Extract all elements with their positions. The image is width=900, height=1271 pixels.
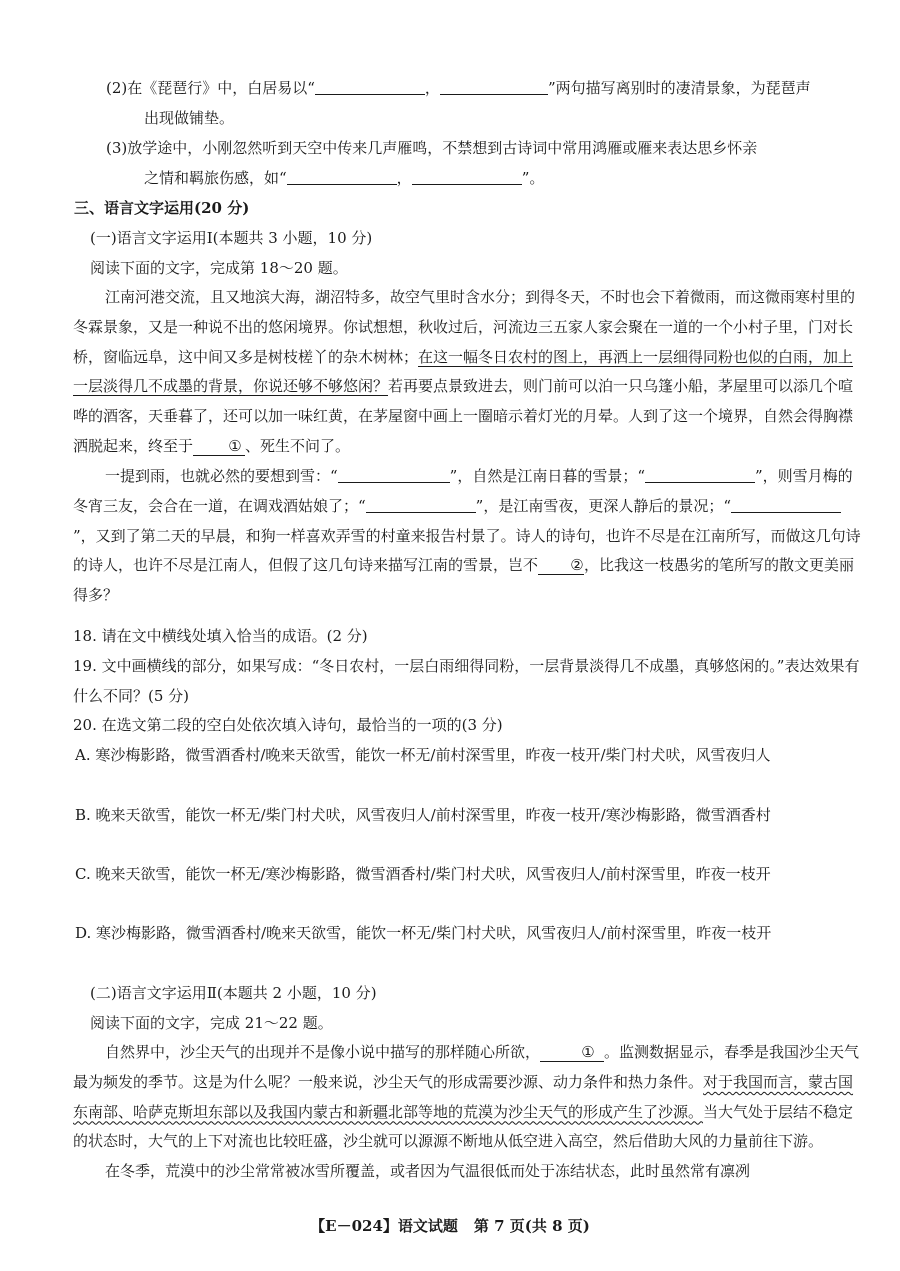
poem-blank[interactable] (731, 495, 841, 513)
section-heading: 三、语言文字运用(20 分) (74, 199, 250, 217)
q17-part2 (73, 74, 894, 134)
passage1-paragraph2: 一提到雨，也就必然的要想到雪：“ ”，自然是江南日暮的雪景；“ ”，则雪月梅的冬宵三友，会合在一道，在调戏酒姑娘了；“ ”，是江南雪夜，更深人静后的景况；“”，又到了第二天的早晨，和狗一样喜欢弄雪的村童来报告村景了。诗人的诗句，也许不尽是在江南所写，而做这几句诗的诗人，也许不尽是江南人，但假了这几句诗来描写江南的雪景，岂不 ②，比我这一枝愚劣的笔所写的散文更美丽得多？ (73, 467, 861, 605)
answer-blank[interactable] (412, 167, 522, 185)
exam-code: 【E－024】语文试题 (310, 1217, 458, 1235)
subsection-heading-1: (一)语言文字运用Ⅰ(本题共 3 小题，10 分) (90, 229, 373, 247)
blank-marker-p2-1[interactable]: ① (540, 1043, 604, 1062)
option-d[interactable]: D. 寒沙梅影路，微雪酒香村/晚来天欲雪，能饮一杯无/柴门村犬吠，风雪夜归人/前村深雪里，昨夜一枝开 (75, 924, 772, 942)
question-18: 18. 请在文中横线处填入恰当的成语。(2 分) (73, 627, 368, 645)
option-a[interactable]: A. 寒沙梅影路，微雪酒香村/晚来天欲雪，能饮一杯无/前村深雪里，昨夜一枝开/柴门村犬吠，风雪夜归人 (75, 746, 771, 764)
answer-blank[interactable] (287, 167, 397, 185)
question-20: 20. 在选文第二段的空白处依次填入诗句，最恰当的一项的(3 分) (73, 716, 503, 734)
question-19: 19. 文中画横线的部分，如果写成：“冬日农村，一层白雨细得同粉，一层背景淡得几不成墨，真够悠闲的。”表达效果有什么不同？(5 分) (73, 657, 860, 705)
blank-marker-1[interactable]: ① (193, 437, 245, 456)
q17-part3-text: (3)放学途中，小刚忽然听到天空中传来几声雁鸣，不禁想到古诗词中常用鸿雁或雁来表达思乡怀亲 之情和羁旅伤感，如“ ， ”。 (106, 139, 758, 187)
option-b[interactable]: B. 晚来天欲雪，能饮一杯无/柴门村犬吠，风雪夜归人/前村深雪里，昨夜一枝开/寒沙梅影路，微雪酒香村 (75, 806, 771, 824)
reading-instruction-2: 阅读下面的文字，完成 21～22 题。 (90, 1014, 333, 1032)
passage2-paragraph2: 在冬季，荒漠中的沙尘常常被冰雪所覆盖，或者因为气温很低而处于冻结状态，此时虽然常有凛冽 (105, 1162, 751, 1180)
passage1-paragraph1: 江南河港交流，且又地滨大海，湖沼特多，故空气里时含水分；到得冬天，不时也会下着微雨，而这微雨寒村里的冬霖景象，又是一种说不出的悠闲境界。你试想想，秋收过后，河流边三五家人家会聚在一道的一个小村子里，门对长桥，窗临远阜，这中间又多是树枝槎丫的杂木树林；在这一幅冬日农村的图上，再洒上一层细得同粉也似的白雨，加上一层淡得几不成墨的背景，你说还够不够悠闲？若再要点景致进去，则门前可以泊一只乌篷小船，茅屋里可以添几个喧哗的酒客，天垂暮了，还可以加一味红黄，在茅屋窗中画上一圈暗示着灯光的月晕。人到了这一个境界，自然会得胸襟洒脱起来，终至于 ① 、死生不问了。 (73, 288, 856, 455)
subsection-heading-2: (二)语言文字运用Ⅱ(本题共 2 小题，10 分) (90, 984, 377, 1002)
q17-part2-text: (2)在《琵琶行》中，白居易以“ ， ”两句描写离别时的凄清景象，为琵琶声 出现做铺垫。 (106, 79, 811, 127)
passage2-paragraph1: 自然界中，沙尘天气的出现并不是像小说中描写的那样随心所欲， ① 。监测数据显示，春季是我国沙尘天气最为频发的季节。这是为什么呢？一般来说，沙尘天气的形成需要沙源、动力条件和热力条件。对于我国而言，蒙古国东南部、哈萨克斯坦东部以及我国内蒙古和新疆北部等地的荒漠为沙尘天气的形成产生了沙源。当大气处于层结不稳定的状态时，大气的上下对流也比较旺盛，沙尘就可以源源不断地从低空进入高空，然后借助大风的力量前往下游。 (73, 1043, 860, 1151)
option-c[interactable]: C. 晚来天欲雪，能饮一杯无/寒沙梅影路，微雪酒香村/柴门村犬吠，风雪夜归人/前村深雪里，昨夜一枝开 (75, 865, 771, 883)
poem-blank[interactable] (366, 495, 476, 513)
answer-blank[interactable] (440, 77, 548, 95)
poem-blank[interactable] (338, 465, 450, 483)
wavy-underlined-sentence: 对于我国而言，蒙古国东南部、哈萨克斯坦东部以及我国内蒙古和新疆北部等地的荒漠为沙尘天气的形成产生了沙源。 (73, 1072, 854, 1121)
page-number: 第 7 页(共 8 页) (473, 1217, 590, 1235)
answer-blank[interactable] (315, 77, 425, 95)
q17-2-text-a: (2)在《琵琶行》中，白居易以“ (106, 79, 315, 97)
reading-instruction-1: 阅读下面的文字，完成第 18～20 题。 (90, 259, 348, 277)
underlined-sentence: 在这一幅冬日农村的图上，再洒上一层细得同粉也似的白雨，加上一层淡得几不成墨的背景，你说还够不够悠闲？ (73, 347, 854, 396)
q17-part3 (73, 134, 894, 194)
poem-blank[interactable] (645, 465, 755, 483)
page-footer (0, 1212, 900, 1242)
blank-marker-2[interactable]: ② (538, 556, 584, 575)
